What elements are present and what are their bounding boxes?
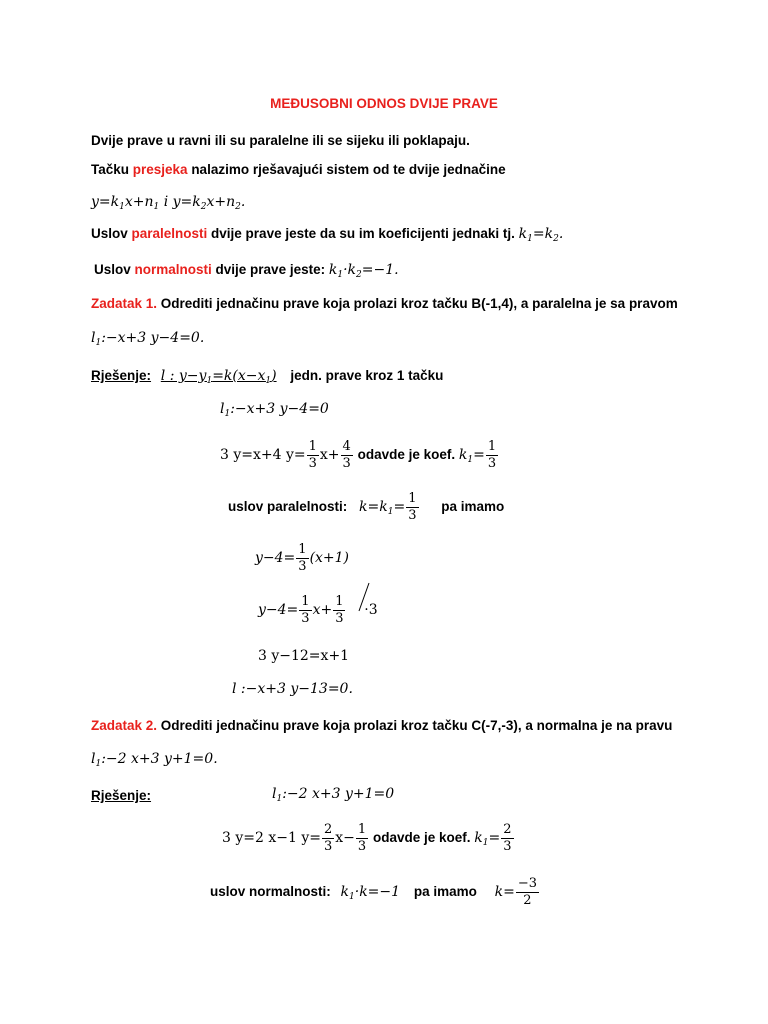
fraction: $\frac{1}{3}$ (408, 491, 417, 523)
coef-note: odavde je koef. (357, 447, 456, 463)
point-line-note: jedn. prave kroz 1 tačku (290, 368, 444, 383)
fraction: $\frac{1}{3}$ (487, 439, 497, 471)
z1-step-4: y−4= $\frac{1}{3}$ (x+1) (255, 542, 350, 574)
intro-text: Dvije prave u ravni ili su paralelne ili se sijeku ili poklapaju. (91, 133, 470, 148)
slash-mark (356, 580, 372, 614)
fraction: $\frac{4}{3}$ (342, 439, 351, 471)
zadatak-2-label: Zadatak 2. (91, 718, 158, 733)
fraction: $\frac{1}{3}$ (298, 542, 307, 574)
presjek-highlight: presjeka (132, 162, 188, 177)
z1-step-2: 3 y=x+4 y= $\frac{1}{3}$ x+ $\frac{4}{3}$ odavde je koef. $k_1=$ $\frac{1}{3}$ (220, 439, 497, 471)
z1-step-3: uslov paralelnosti: $k=k_1=$ $\frac{1}{3}$ pa imamo (228, 491, 505, 523)
rjesenje-label: Rješenje: (91, 368, 152, 383)
fraction: $\frac{-3}{2}$ (517, 876, 538, 908)
zadatak-2-rjesenje: Rješenje: (91, 788, 152, 803)
multiply-by-three: ·3 (364, 602, 378, 619)
fraction: $\frac{1}{3}$ (301, 594, 310, 626)
sistem-equation: $y=k_1x+n_1$ i $y=k_2x+n_2$. (91, 194, 246, 212)
normal-line: Uslov normalnosti dvije prave jeste: $k_1\cdot k_2=-1$. (94, 262, 399, 280)
paralel-line: Uslov paralelnosti dvije prave jeste da su im koeficijenti jednaki tj. $k_1=k_2$. (91, 226, 564, 244)
fraction: $\frac{1}{3}$ (357, 822, 367, 854)
zadatak-1-line-l1: $l_1:-x+3$ y−4=0. (91, 330, 205, 348)
zadatak-1-rjesenje (91, 368, 443, 386)
zadatak-2-line-l1: $l_1:-2$ x+3 y+1=0. (91, 751, 218, 769)
page-title: MEĐUSOBNI ODNOS DVIJE PRAVE (270, 96, 498, 111)
presjek-pre: Tačku (91, 162, 133, 177)
paralel-equation: $k_1=k_2$. (518, 226, 564, 244)
z1-step-5: y−4= $\frac{1}{3}$ x+ $\frac{1}{3}$ ·3 (258, 594, 378, 626)
uslov-paralelnosti-label: uslov paralelnosti: (228, 499, 348, 515)
coef-note: odavde je koef. (372, 830, 471, 846)
z1-step-6: 3 y−12=x+1 (258, 648, 350, 664)
fraction: $\frac{2}{3}$ (503, 822, 512, 854)
z1-step-1: $l_1:-x+3$ y−4=0 (220, 401, 329, 419)
point-line-formula: l : $y-y_1=k(x-x_1)$ (160, 368, 277, 386)
zadatak-1-label: Zadatak 1. (91, 296, 158, 311)
z2-step-2: 3 y=2 x−1 y= $\frac{2}{3}$ x− $\frac{1}{3}$ odavde je koef. $k_1=$ $\frac{2}{3}$ (222, 822, 512, 854)
z1-result: l :−x+3 y−13=0. (232, 681, 353, 697)
z2-step-3: uslov normalnosti: $k_1\cdot k=-1$ pa imamo k= $\frac{-3}{2}$ (210, 876, 538, 908)
fraction: $\frac{1}{3}$ (335, 594, 344, 626)
normal-equation: $k_1\cdot k_2=-1$. (328, 262, 399, 280)
presjek-line (91, 162, 506, 177)
normal-highlight: normalnosti (134, 262, 212, 277)
z2-step-1: $l_1:-2$ x+3 y+1=0 (272, 786, 395, 804)
presjek-post: nalazimo rješavajući sistem od te dvije jednačine (187, 162, 506, 177)
zadatak-2-statement: Zadatak 2. Odrediti jednačinu prave koja prolazi kroz tačku C(-7,-3), a normalna je na pravu (91, 718, 673, 733)
paralel-highlight: paralelnosti (131, 226, 208, 241)
fraction: $\frac{1}{3}$ (308, 439, 317, 471)
zadatak-1-statement: Zadatak 1. Odrediti jednačinu prave koja prolazi kroz tačku B(-1,4), a paralelna je sa pravom (91, 296, 678, 311)
fraction: $\frac{2}{3}$ (323, 822, 333, 854)
uslov-normalnosti-label: uslov normalnosti: (210, 884, 331, 900)
